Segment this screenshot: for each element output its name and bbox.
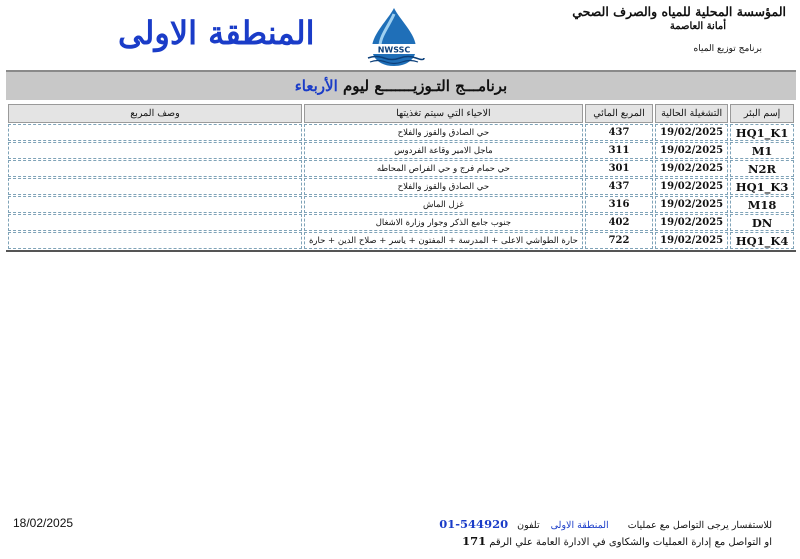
water-square: 722 (585, 232, 653, 249)
table-row (8, 124, 794, 141)
table-header-row (8, 104, 794, 123)
run-date: 19/02/2025 (655, 232, 728, 249)
region-title: المنطقة الاولى (118, 14, 315, 52)
table-row (8, 232, 794, 249)
well-name: HQ1_K4 (730, 232, 794, 249)
logo-text: NWSSC (377, 45, 411, 55)
table-row (8, 214, 794, 231)
table-row (8, 196, 794, 213)
org-sub: أمانة العاصمة (669, 21, 726, 32)
run-date: 19/02/2025 (655, 124, 728, 141)
footer-complaints-line (462, 534, 772, 548)
table-row (8, 142, 794, 159)
well-name: HQ1_K1 (730, 124, 794, 141)
col-header: وصف المربع (8, 104, 302, 123)
served-areas: حارة الطواشي الاعلى + المدرسة + المفتون + ياسر + صلاح الدين + حارة (304, 232, 583, 249)
square-desc (8, 214, 302, 231)
well-name: DN (730, 214, 794, 231)
col-header: المربع المائي (585, 104, 653, 123)
well-name: M1 (730, 142, 794, 159)
run-date: 19/02/2025 (655, 142, 728, 159)
water-square: 437 (585, 178, 653, 195)
footer-contact-line (439, 517, 772, 531)
square-desc (8, 178, 302, 195)
col-header: التشغيلة الحالية (655, 104, 728, 123)
water-square: 402 (585, 214, 653, 231)
served-areas: ماجل الامير وقاعة الفردوس (304, 142, 583, 159)
served-areas: حي الصادق والقوز والفلاح (304, 124, 583, 141)
run-date: 19/02/2025 (655, 160, 728, 177)
org-header (566, 4, 786, 54)
water-square: 316 (585, 196, 653, 213)
complaints-text: او التواصل مع إدارة العمليات والشكاوى في الادارة العامة علي الرقم (489, 537, 772, 548)
square-desc (8, 196, 302, 213)
run-date: 19/02/2025 (655, 178, 728, 195)
table-row (8, 178, 794, 195)
program-label: برنامج توزيع المياه (693, 44, 762, 54)
org-logo (358, 6, 430, 68)
table-row (8, 160, 794, 177)
org-name: المؤسسة المحلية للمياه والصرف الصحي (572, 4, 786, 19)
banner-day: الأربعاء (294, 77, 338, 95)
phone-number: 01-544920 (439, 517, 509, 531)
distribution-table (6, 103, 796, 252)
served-areas: غزل الماش (304, 196, 583, 213)
water-square: 301 (585, 160, 653, 177)
well-name: N2R (730, 160, 794, 177)
col-header: إسم البئر (730, 104, 794, 123)
well-name: M18 (730, 196, 794, 213)
banner-prefix: برنامـــج التـوزيـــــــع ليوم (337, 77, 508, 95)
complaints-number: 171 (462, 534, 487, 548)
col-header: الاحياء التي سيتم تغذيتها (304, 104, 583, 123)
inquiry-text: للاستفسار يرجى التواصل مع عمليات (627, 520, 772, 531)
footer-region: المنطقة الاولى (550, 520, 609, 531)
square-desc (8, 142, 302, 159)
square-desc (8, 124, 302, 141)
square-desc (8, 160, 302, 177)
phone-label: تلفون (517, 520, 540, 531)
schedule-banner (6, 70, 796, 100)
print-date: 18/02/2025 (13, 516, 74, 530)
served-areas: حي حمام فرج و حي الفراص المحاطه (304, 160, 583, 177)
water-square: 437 (585, 124, 653, 141)
run-date: 19/02/2025 (655, 214, 728, 231)
well-name: HQ1_K3 (730, 178, 794, 195)
served-areas: حي الصادق والقوز والفلاح (304, 178, 583, 195)
run-date: 19/02/2025 (655, 196, 728, 213)
served-areas: جنوب جامع الذكر وجوار وزارة الاشغال (304, 214, 583, 231)
water-square: 311 (585, 142, 653, 159)
square-desc (8, 232, 302, 249)
